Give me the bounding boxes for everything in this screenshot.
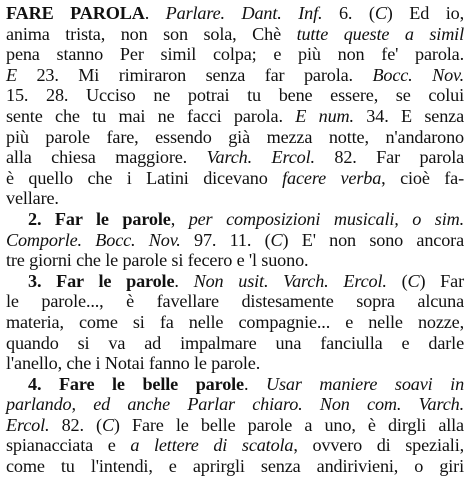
text-run: 15. 28. Ucciso ne potrai tu bene essere, se colui [6,85,464,106]
text-run: l'anello, che i Notai fanno le parole. [6,353,261,374]
entry-4-line [6,415,464,436]
entry-main-line [6,65,464,86]
text-run: facere verba [282,167,382,188]
entry-4-line [6,394,464,415]
text-run: Varch. Ercol. [206,147,315,168]
entry-2-line [6,209,464,230]
text-run: vellare. [6,188,59,209]
headword: 3. Far le parole [28,270,175,291]
text-run: 82. ( [49,414,102,435]
entry-main-line [6,3,464,24]
text-run: a lettere di scatola [130,435,294,456]
text-run: . [144,3,166,23]
headword: 4. Fare le belle parole [28,373,244,394]
text-run: ) E' non sono ancora [282,229,464,250]
text-run: . [243,373,266,394]
entry-4-line [6,374,464,395]
text-run: Parlare. Dant. Inf. [165,3,323,23]
entry-2-line [6,250,464,271]
text-run: più parole fare, essendo già mezza notte, n'andarono [6,126,464,147]
entry-3-line [6,312,464,333]
text-run: spianacciata e [6,435,131,456]
text-run: parlando, ed anche Parlar chiaro. Non com. Varch. [6,394,464,415]
entry-main-line [6,188,464,209]
text-run: C [407,270,420,291]
text-run: 97. 11. ( [180,229,271,250]
text-run: alla chiesa maggiore. [6,147,207,168]
entry-main-line [6,85,464,106]
entry-2-line [6,230,464,251]
text-run: Comporle. Bocc. Nov. [6,229,181,250]
entry-3-line [6,333,464,354]
text-run: quando si va ad impalmare una fanciulla e darle [6,332,464,353]
headword: FARE PAROLA [6,3,145,23]
text-run: tre giorni che le parole si fecero e 'l suono. [6,250,309,271]
entry-main-line [6,44,464,65]
text-run: 82. Far parola [314,147,465,168]
entry-3-line [6,271,464,292]
text-run: le parole..., è favellare distesamente sopra alcuna [6,291,464,312]
text-run: . [174,270,194,291]
entry-main-line [6,106,464,127]
text-run: per composizioni musicali, o sim. [188,208,464,229]
text-run: sente che tu mai ne facci parola. [6,105,296,126]
text-run: Non usit. Varch. Ercol. [193,270,387,291]
entry-main-line [6,24,464,45]
text-run: 34. E senza [353,105,464,126]
text-run: Bocc. Nov. [372,64,464,85]
text-run: , cioè fa- [381,167,464,188]
text-run: materia, come si fa nelle compagnie... e nelle nozze, [6,311,464,332]
text-run: ( [386,270,408,291]
text-run: 6. ( [322,3,375,23]
entry-main-line [6,168,464,189]
entry-main-line [6,127,464,148]
headword: 2. Far le parole [28,208,171,229]
entry-4-line [6,456,464,477]
entry-main-line [6,147,464,168]
text-run: C [101,414,114,435]
text-run: 23. Mi rimiraron senza far parola. [16,64,373,85]
text-run: anima trista, non son sola, Chè [6,23,297,44]
text-run: come tu l'intendi, e aprirgli senza andirivieni, o giri [6,456,464,477]
text-run: Ercol. [6,414,50,435]
text-run: C [270,229,283,250]
text-run: , [170,208,189,229]
text-run: , ovvero di speziali, [293,435,464,456]
text-run: tutte queste a simil [296,23,464,44]
text-run: ) Ed io, [386,3,465,23]
text-run: E num. [295,105,354,126]
entry-3-line [6,291,464,312]
text-run: ) Fare le belle parole a uno, è dirgli alla [113,414,464,435]
entry-3-line [6,353,464,374]
text-run: E [6,64,17,85]
text-run: ) Far [419,270,464,291]
text-run: Usar maniere soavi in [266,373,465,394]
text-run: C [374,3,387,23]
text-run: è quello che i Latini dicevano [6,167,283,188]
entry-4-line [6,435,464,456]
text-run: pena stanno Per simil colpa; e più non fe' parola. [6,44,464,65]
